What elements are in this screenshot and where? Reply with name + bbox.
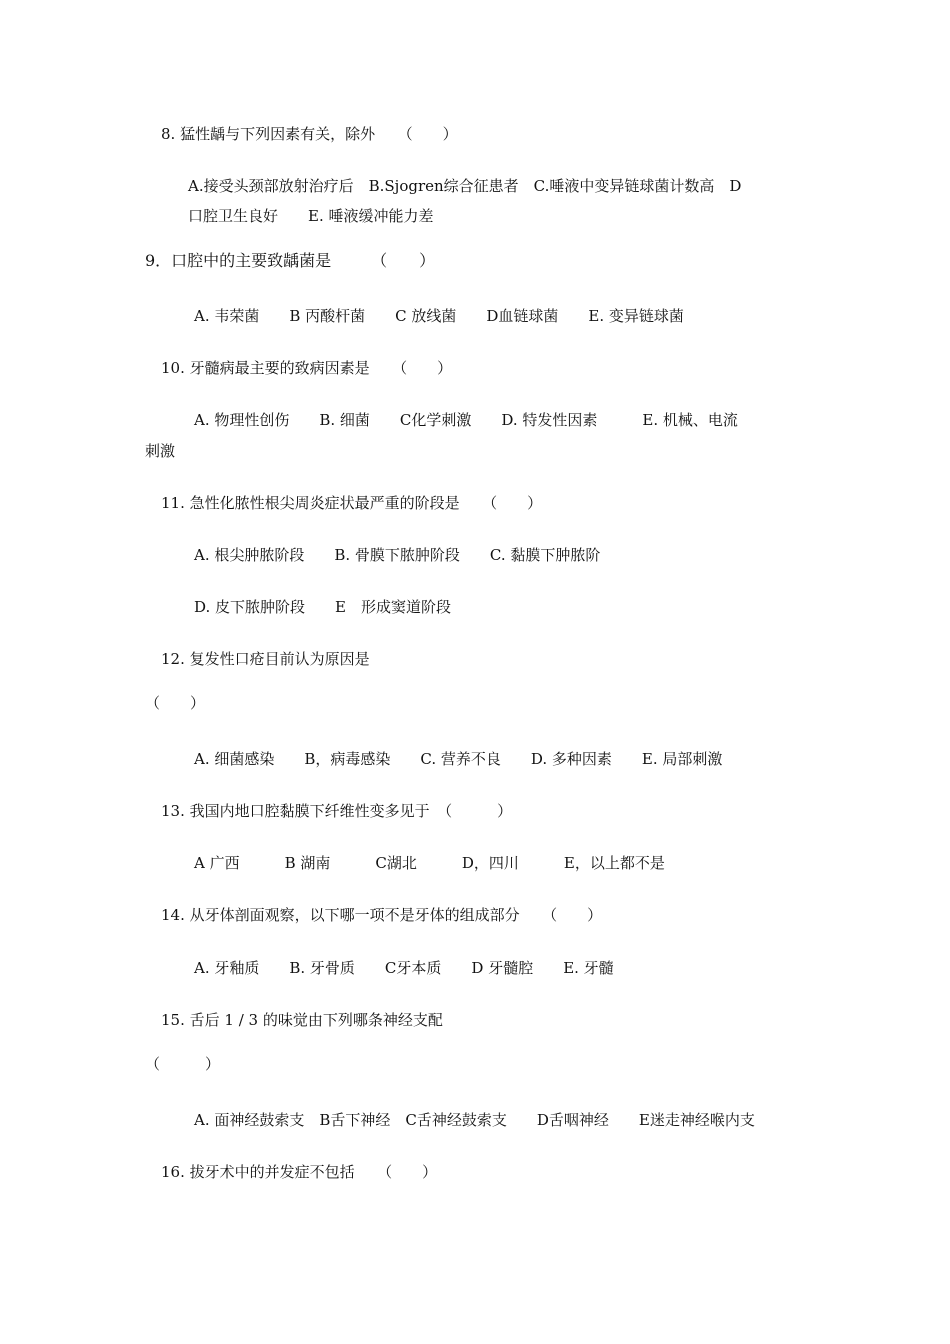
- question-8-stem: 8. 猛性龋与下列因素有关，除外 （ ）: [161, 125, 458, 143]
- question-8-options-cont: 口腔卫生良好 E. 唾液缓冲能力差: [188, 207, 434, 225]
- question-10-stem: 10. 牙髓病最主要的致病因素是 （ ）: [161, 359, 453, 377]
- question-9-stem: 9．口腔中的主要致龋菌是 （ ）: [145, 251, 436, 270]
- question-14-stem: 14. 从牙体剖面观察，以下哪一项不是牙体的组成部分 （ ）: [161, 906, 603, 924]
- question-13-options: A 广西 B 湖南 C湖北 D，四川 E，以上都不是: [194, 854, 665, 872]
- question-16-stem: 16. 拔牙术中的并发症不包括 （ ）: [161, 1163, 438, 1181]
- question-15-stem: 15. 舌后 1 / 3 的味觉由下列哪条神经支配: [161, 1011, 443, 1029]
- question-9-options: A. 韦荣菌 B 丙酸杆菌 C 放线菌 D血链球菌 E. 变异链球菌: [194, 307, 684, 325]
- question-15-answer-paren: （ ）: [145, 1055, 221, 1073]
- question-13-stem: 13. 我国内地口腔黏膜下纤维性变多见于 （ ）: [161, 802, 513, 820]
- question-11-stem: 11. 急性化脓性根尖周炎症状最严重的阶段是 （ ）: [161, 494, 543, 512]
- question-10-options-cont: 刺激: [145, 442, 176, 460]
- question-10-options: A. 物理性创伤 B. 细菌 C化学刺激 D. 特发性因素 E. 机械、电流: [194, 411, 738, 429]
- question-11-options: A. 根尖肿脓阶段 B. 骨膜下脓肿阶段 C. 黏膜下肿脓阶: [194, 546, 601, 564]
- question-11-options-cont: D. 皮下脓肿阶段 E 形成窦道阶段: [194, 598, 451, 616]
- question-15-options: A. 面神经鼓索支 B舌下神经 C舌神经鼓索支 D舌咽神经 E迷走神经喉内支: [194, 1111, 755, 1129]
- question-12-answer-paren: （ ）: [145, 694, 206, 712]
- question-8-options: A.接受头颈部放射治疗后 B.Sjogren综合征患者 C.唾液中变异链球菌计数高 D: [188, 177, 742, 195]
- question-14-options: A. 牙釉质 B. 牙骨质 C牙本质 D 牙髓腔 E. 牙髓: [194, 959, 614, 977]
- question-12-options: A. 细菌感染 B，病毒感染 C. 营养不良 D. 多种因素 E. 局部刺激: [194, 750, 723, 768]
- question-12-stem: 12. 复发性口疮目前认为原因是: [161, 650, 370, 668]
